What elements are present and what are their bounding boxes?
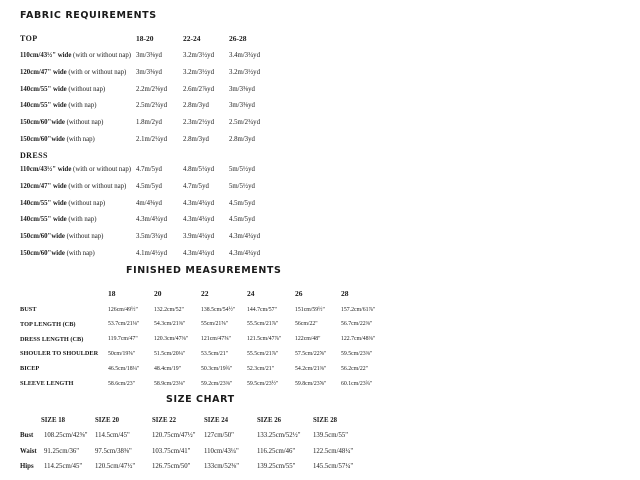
nap-note: (with nap) (64, 250, 95, 257)
dress-row-value: 5m/5½yd (229, 182, 255, 190)
measurement-value: 55.5cm/21⅞" (247, 321, 279, 328)
size-value: 120.75cm/47½" (152, 432, 196, 439)
top-heading: TOP (20, 34, 38, 43)
measurement-column-header: 20 (154, 289, 162, 298)
size-value: 103.75cm/41" (152, 447, 191, 455)
dress-row-value: 4.8m/5¼yd (183, 166, 214, 173)
measurement-value: 59.2cm/23⅜" (201, 380, 233, 387)
dress-row-label (20, 216, 96, 223)
measurement-row-label: DRESS LENGTH (CB) (20, 335, 84, 343)
size-column-header: SIZE 26 (257, 417, 281, 424)
dress-row-value: 4.3m/4¾yd (229, 233, 260, 241)
measurement-value: 56.7cm/22⅜" (341, 321, 373, 328)
dress-row-value: 4.3m/4¾yd (229, 250, 260, 257)
size-value: 120.5cm/47½" (95, 463, 136, 470)
dress-row-label (20, 233, 103, 240)
measurement-value: 53.5cm/21" (201, 350, 229, 357)
dress-heading: DRESS (20, 151, 48, 160)
fabric-width: 150cm/60"wide (20, 119, 65, 127)
measurement-value: 51.5cm/20¼" (154, 350, 186, 357)
size-column-header: SIZE 18 (41, 417, 65, 424)
nap-note: (without nap) (64, 233, 104, 241)
fabric-width: 140cm/55" wide (20, 199, 67, 207)
nap-note: (with or without nap) (66, 68, 127, 76)
top-row-value: 3.2m/3½yd (183, 68, 214, 76)
dress-row-value: 4.3m/4¾yd (136, 216, 167, 224)
size-row-label: Waist (20, 447, 37, 455)
top-row-label (20, 86, 105, 93)
size-row-label: Hips (20, 463, 34, 470)
measurement-column-header: 18 (108, 289, 116, 298)
top-row-value: 2.6m/2⅞yd (183, 85, 214, 93)
size-value: 110cm/43¼" (204, 447, 239, 455)
top-row-value: 2.2m/2⅜yd (136, 85, 167, 93)
measurement-value: 144.7cm/57" (247, 306, 277, 313)
measurement-value: 132.2cm/52" (154, 306, 184, 313)
measurement-value: 151cm/59½" (295, 306, 325, 313)
measurement-value: 48.4cm/19" (154, 365, 182, 372)
measurement-value: 56.2cm/22" (341, 365, 369, 372)
fabric-width: 150cm/60"wide (20, 250, 65, 257)
measurement-value: 59.5cm/23⅜" (341, 350, 373, 357)
fabric-width: 120cm/47" wide (20, 182, 67, 190)
fabric-requirements-title: FABRIC REQUIREMENTS (20, 10, 157, 21)
fabric-width: 140cm/55" wide (20, 85, 67, 93)
top-row-value: 3m/3⅜yd (229, 102, 255, 110)
measurement-value: 120.3cm/47⅜" (154, 336, 189, 343)
measurement-value: 50.3cm/19¾" (201, 365, 233, 372)
top-row-value: 2.3m/2½yd (183, 119, 214, 127)
top-row-value: 2.8m/3yd (183, 102, 209, 110)
measurement-value: 126cm/49½" (108, 306, 138, 313)
fabric-width: 150cm/60"wide (20, 136, 65, 143)
size-value: 116.25cm/46" (257, 447, 296, 455)
dress-row-value: 4.3m/4¾yd (183, 216, 214, 224)
dress-row-label (20, 166, 131, 173)
measurement-row-label: BICEP (20, 365, 40, 373)
nap-note: (without nap) (66, 199, 106, 207)
size-column-header: SIZE 22 (152, 417, 176, 424)
measurement-value: 59.8cm/23⅝" (295, 380, 327, 387)
fabric-width: 120cm/47" wide (20, 68, 67, 76)
size-value: 127cm/50" (204, 432, 234, 439)
measurement-value: 53.7cm/21⅛" (108, 321, 140, 328)
measurement-row-label: TOP LENGTH (CB) (20, 320, 76, 328)
dress-row-label (20, 200, 105, 207)
dress-row-value: 4.5m/5yd (136, 182, 162, 190)
nap-note: (without nap) (64, 119, 104, 127)
dress-row-value: 4.3m/4¾yd (183, 250, 214, 257)
dress-row-value: 4.7m/5yd (136, 166, 162, 173)
measurement-value: 57.5cm/22⅝" (295, 350, 327, 357)
fabric-column-header: 18-20 (136, 34, 154, 43)
top-row-label (20, 119, 103, 126)
measurement-value: 54.2cm/21⅜" (295, 365, 327, 372)
size-value: 114.25cm/45" (44, 463, 83, 470)
dress-row-value: 4.5m/5yd (229, 216, 255, 224)
size-value: 139.25cm/55" (257, 463, 296, 470)
measurement-value: 157.2cm/61⅞" (341, 306, 376, 313)
nap-note: (with nap) (64, 136, 95, 143)
measurement-value: 60.1cm/23¾" (341, 380, 373, 387)
measurement-row-label: BUST (20, 306, 37, 313)
size-value: 91.25cm/36" (44, 447, 80, 455)
measurement-column-header: 24 (247, 289, 255, 298)
top-row-value: 3m/3⅜yd (229, 85, 255, 93)
measurement-value: 50cm/19⅝" (108, 350, 136, 357)
nap-note: (with nap) (66, 216, 97, 224)
measurement-value: 122.7cm/48⅜" (341, 336, 376, 343)
size-value: 114.5cm/45" (95, 432, 130, 439)
measurement-value: 119.7cm/47" (108, 336, 138, 343)
top-row-value: 1.8m/2yd (136, 119, 162, 127)
top-row-value: 2.1m/2¼yd (136, 136, 167, 143)
measurement-value: 46.5cm/18¼" (108, 365, 140, 372)
measurement-column-header: 28 (341, 289, 349, 298)
nap-note: (with or without nap) (71, 52, 132, 59)
measurement-value: 52.3cm/21" (247, 365, 275, 372)
dress-row-value: 3.5m/3¾yd (136, 233, 167, 241)
dress-row-value: 4.3m/4¾yd (183, 199, 214, 207)
measurement-value: 121cm/47⅝" (201, 336, 231, 343)
measurement-value: 59.5cm/23½" (247, 380, 279, 387)
top-row-label (20, 102, 96, 109)
top-row-label (20, 136, 95, 143)
nap-note: (with nap) (66, 102, 97, 110)
fabric-column-header: 26-28 (229, 34, 247, 43)
nap-note: (with or without nap) (71, 166, 132, 173)
measurement-column-header: 22 (201, 289, 209, 298)
measurement-value: 58.9cm/23⅛" (154, 380, 186, 387)
measurement-row-label: SHOULER TO SHOULDER (20, 350, 99, 358)
fabric-width: 110cm/43½" wide (20, 166, 72, 173)
size-value: 126.75cm/50" (152, 463, 191, 470)
measurement-value: 55.5cm/21⅞" (247, 350, 279, 357)
nap-note: (without nap) (66, 85, 106, 93)
top-row-value: 2.8m/3yd (183, 136, 209, 143)
fabric-column-header: 22-24 (183, 34, 201, 43)
top-row-label (20, 69, 126, 76)
dress-row-value: 3.9m/4¼yd (183, 233, 214, 241)
dress-row-label (20, 250, 95, 257)
size-column-header: SIZE 20 (95, 417, 119, 424)
dress-row-value: 4.7m/5yd (183, 182, 209, 190)
top-row-value: 2.8m/3yd (229, 136, 255, 143)
dress-row-label (20, 183, 126, 190)
size-value: 133.25cm/52½" (257, 432, 301, 439)
size-column-header: SIZE 28 (313, 417, 337, 424)
size-value: 133cm/52⅜" (204, 463, 240, 470)
top-row-value: 3m/3⅜yd (136, 52, 162, 59)
top-row-label (20, 52, 131, 59)
top-row-value: 2.5m/2¾yd (136, 102, 167, 110)
size-chart-title: SIZE CHART (166, 394, 235, 405)
top-row-value: 3m/3⅜yd (136, 68, 162, 76)
top-row-value: 3.4m/3¾yd (229, 52, 260, 59)
dress-row-value: 4.1m/4½yd (136, 250, 167, 257)
fabric-width: 150cm/60"wide (20, 233, 65, 241)
measurement-value: 121.5cm/47⅞" (247, 336, 282, 343)
dress-row-value: 4m/4⅜yd (136, 199, 162, 207)
measurement-value: 54.3cm/21⅜" (154, 321, 186, 328)
measurement-value: 55cm/21⅝" (201, 321, 229, 328)
size-value: 139.5cm/55" (313, 432, 349, 439)
finished-measurements-title: FINISHED MEASUREMENTS (126, 265, 282, 276)
measurement-value: 58.6cm/23" (108, 380, 136, 387)
size-value: 145.5cm/57¼" (313, 463, 354, 470)
dress-row-value: 4.5m/5yd (229, 199, 255, 207)
size-row-label: Bust (20, 432, 34, 439)
size-column-header: SIZE 24 (204, 417, 228, 424)
fabric-width: 110cm/43½" wide (20, 52, 72, 59)
top-row-value: 3.2m/3½yd (183, 52, 214, 59)
fabric-width: 140cm/55" wide (20, 216, 67, 224)
dress-row-value: 5m/5½yd (229, 166, 255, 173)
measurement-value: 122cm/48" (295, 336, 321, 343)
measurement-row-label: SLEEVE LENGTH (20, 380, 74, 387)
measurement-column-header: 26 (295, 289, 303, 298)
nap-note: (with or without nap) (66, 182, 127, 190)
size-value: 122.5cm/48¼" (313, 447, 354, 455)
fabric-width: 140cm/55" wide (20, 102, 67, 110)
size-value: 97.5cm/38⅜" (95, 447, 132, 455)
measurement-value: 138.5cm/54½" (201, 306, 236, 313)
measurement-value: 56cm/22" (295, 321, 318, 328)
top-row-value: 3.2m/3½yd (229, 68, 260, 76)
top-row-value: 2.5m/2¾yd (229, 119, 260, 127)
size-value: 108.25cm/42⅝" (44, 432, 88, 439)
